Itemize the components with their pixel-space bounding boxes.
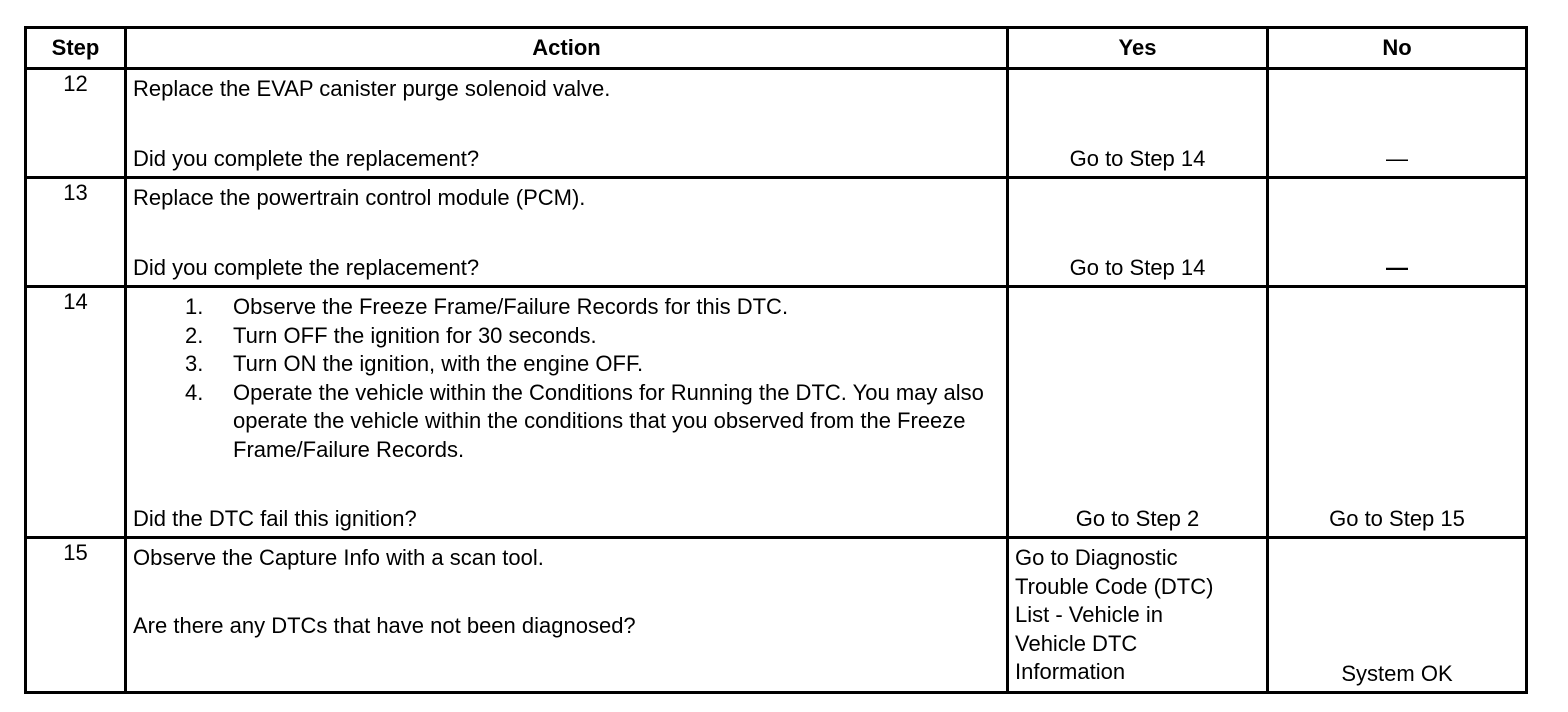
header-action: Action <box>126 28 1008 69</box>
table-row <box>26 287 1527 538</box>
yes-cell <box>1008 69 1268 178</box>
list-item <box>133 350 1000 379</box>
no-value: — <box>1386 254 1408 280</box>
list-item-text: Turn ON the ignition, with the engine OFF. <box>233 351 644 376</box>
action-steps-list <box>133 293 1000 464</box>
list-item-text: Observe the Freeze Frame/Failure Records for this DTC. <box>233 294 789 319</box>
action-cell <box>126 287 1008 538</box>
action-text: Replace the EVAP canister purge solenoid valve. <box>133 76 611 101</box>
table-row <box>26 69 1527 178</box>
action-cell <box>126 538 1008 693</box>
list-item-number: 4. <box>185 379 204 405</box>
list-item-number: 2. <box>185 322 204 348</box>
action-question: Did you complete the replacement? <box>133 145 480 171</box>
list-item-text: Operate the vehicle within the Conditions for Running the DTC. You may also operate the vehicle within the conditions that you observed from the Freeze Frame/Failure Records. <box>233 379 984 462</box>
list-item-text: Turn OFF the ignition for 30 seconds. <box>233 322 597 348</box>
list-item-number: 1. <box>185 294 204 319</box>
list-item <box>133 322 1000 351</box>
no-cell <box>1268 287 1527 538</box>
yes-link[interactable]: Go to Step 14 <box>1069 145 1206 171</box>
no-cell <box>1268 178 1527 287</box>
yes-cell <box>1008 287 1268 538</box>
yes-link[interactable]: Go to Diagnostic Trouble Code (DTC) List - Vehicle in Vehicle DTC Information <box>1015 545 1214 684</box>
action-cell <box>126 178 1008 287</box>
list-item <box>133 379 1000 465</box>
action-text: Observe the Capture Info with a scan tool. <box>133 545 544 570</box>
yes-link[interactable]: Go to Step 2 <box>1075 505 1200 531</box>
step-number: 15 <box>26 538 126 693</box>
step-number: 13 <box>26 178 126 287</box>
header-step: Step <box>26 28 126 69</box>
table-header-row <box>26 28 1527 69</box>
action-text: Replace the powertrain control module (PCM). <box>133 185 586 210</box>
header-no: No <box>1268 28 1527 69</box>
no-link[interactable]: Go to Step 15 <box>1329 505 1465 531</box>
yes-link[interactable]: Go to Step 14 <box>1069 254 1206 280</box>
yes-cell <box>1008 538 1268 693</box>
no-cell <box>1268 69 1527 178</box>
step-number: 14 <box>26 287 126 538</box>
step-number: 12 <box>26 69 126 178</box>
table-row <box>26 178 1527 287</box>
list-item-number: 3. <box>185 351 204 376</box>
action-question: Did the DTC fail this ignition? <box>133 505 417 531</box>
action-question: Are there any DTCs that have not been diagnosed? <box>133 613 636 638</box>
no-cell <box>1268 538 1527 693</box>
no-value: System OK <box>1341 660 1453 686</box>
list-item <box>133 293 1000 322</box>
table-row <box>26 538 1527 693</box>
action-cell <box>126 69 1008 178</box>
yes-cell <box>1008 178 1268 287</box>
no-value: — <box>1386 145 1408 171</box>
action-question: Did you complete the replacement? <box>133 254 480 280</box>
diagnostic-table <box>24 26 1528 694</box>
header-yes: Yes <box>1008 28 1268 69</box>
